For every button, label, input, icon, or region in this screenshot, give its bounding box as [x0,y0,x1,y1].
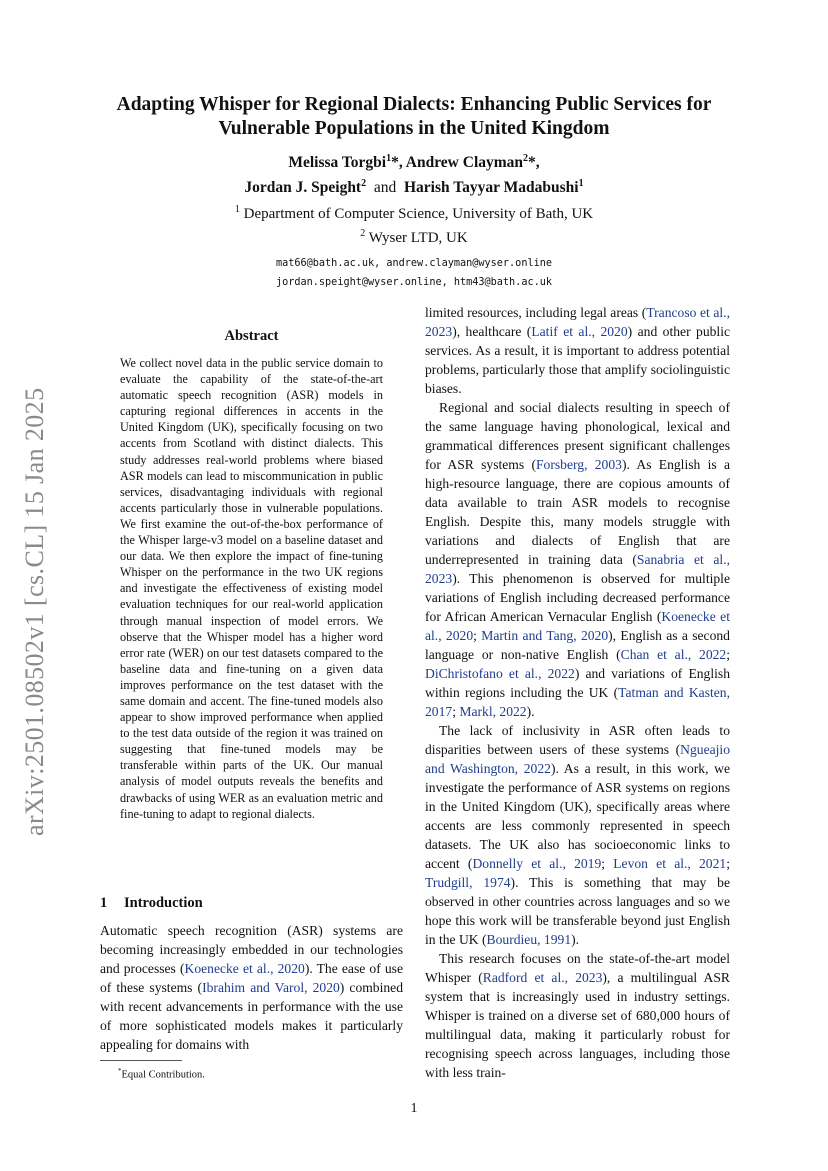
footnote [118,1064,205,1083]
citation-link[interactable]: Martin and Tang, 2020 [481,628,609,643]
introduction-paragraph: Automatic speech recognition (ASR) systems are becoming increasingly embedded in our technologies and processes (Koenecke et al., 2020). The ease of use of these systems (Ibrahim and Varol, 2020) combined with recent advancements in performance with the use of more sophisticated models makes it particularly appealing for domains with [100,923,404,1052]
body-paragraph: The lack of inclusivity in ASR often leads to disparities between users of these systems (Ngueajio and Washington, 2022). As a result, in this work, we investigate the performance of ASR systems on regions in the United Kingdom (UK), specifically areas where accents are less commonly represented in speech datasets. The UK also has socioeconomic links to accent (Donnelly et al., 2019; Levon et al., 2021; Trudgill, 1974). This is something that may be observed in other countries across languages and so we hope this work will be transferable beyond just English in the UK (Bourdieu, 1991). [425,723,731,947]
footnote-divider [100,1060,182,1061]
abstract-text: We collect novel data in the public service domain to evaluate the capability of the state-of-the-art automatic speech recognition (ASR) models in capturing regional differences in accents in the United Kingdom (UK), specifically focusing on two accents from Scotland with distinct dialects. This study addresses real-world problems where biased ASR models can lead to miscommunication in public services, disadvantaging individuals with regional accents particularly those in vulnerable populations. We first examine the out-of-the-box performance of the Whisper large-v3 model on a baseline dataset and our data. We then explore the impact of fine-tuning Whisper on the performance in the two UK regions and investigate the effectiveness of existing model evaluation techniques for our real-world application through manual inspection of model errors. We observe that the Whisper model has a higher word error rate (WER) on our test datasets compared to the baseline data and fine-tuning on a given data improves performance on the test dataset with the same domain and accent. The fine-tuned models also appear to show improved performance when applied to the test data outside of the region it was trained on suggesting that fine-tuned models may be transferable within parts of the UK. Our manual analysis of model outputs reveals the benefits and drawbacks of using WER as an evaluation metric and fine-tuning to adapt to regional dialects. [120,356,383,821]
citation-link[interactable]: Koenecke et al., 2020 [184,961,305,976]
citation-link[interactable]: Levon et al., 2021 [613,856,727,871]
body-paragraph: limited resources, including legal areas (Trancoso et al., 2023), healthcare (Latif et al., 2020) and other public services. As a result, it is important to address potential problems, particularly those that amplify sociolinguistic biases. [425,305,731,396]
author-suffix: *, [391,154,406,172]
citation-link[interactable]: Donnelly et al., 2019 [472,856,602,871]
body-paragraph: Regional and social dialects resulting in speech of the same language having phonological, lexical and grammatical differences present significant challenges for ASR systems (Forsberg, 2003). As English is a high-resource language, there are copious amounts of data available to train ASR models to recognise English. Despite this, many models struggle with variations and dialects of English that are underrepresented in training data (Sanabria et al., 2023). This phenomenon is observed for multiple variations of English including decreased performance for African American Vernacular English (Koenecke et al., 2020; Martin and Tang, 2020), English as a second language or non-native English (Chan et al., 2022; DiChristofano et al., 2022) and variations of English within regions including the UK (Tatman and Kasten, 2017; Markl, 2022). [425,400,731,719]
citation-link[interactable]: Forsberg, 2003 [535,457,622,472]
citation-link[interactable]: Latif et al., 2020 [531,324,628,339]
email-line[interactable]: jordan.speight@wyser.online, htm43@bath.ac.uk [275,277,552,288]
affiliation [90,200,738,224]
citation-link[interactable]: Markl, 2022 [459,704,527,719]
citation-link[interactable]: Bourdieu, 1991 [486,932,572,947]
right-column-text [425,303,730,1082]
author-name: Melissa Torgbi [288,154,387,172]
author-name: Harish Tayyar Madabushi [404,179,579,197]
citation-link[interactable]: Trancoso et al., 2023 [425,305,730,339]
author-name: Andrew Clayman [405,154,524,172]
citation-link[interactable]: Radford et al., 2023 [482,970,603,985]
citation-link[interactable]: Ibrahim and Varol, 2020 [202,980,340,995]
citation-link[interactable]: Trudgill, 1974 [425,875,511,890]
citation-link[interactable]: Sanabria et al., 2023 [425,552,730,586]
author-affiliation-mark: 2 [361,178,367,190]
footnote-mark: * [118,1067,122,1075]
author-affiliation-mark: 1 [386,153,392,164]
author-suffix: *, [528,154,540,172]
footnote-text: Equal Contribution. [121,1069,205,1081]
section-title: Introduction [124,895,203,911]
affiliation [90,224,738,248]
email-list [90,254,738,292]
affiliation-mark: 2 [360,228,366,239]
body-paragraph: This research focuses on the state-of-the-art model Whisper (Radford et al., 2023), a multilingual ASR system that is increasingly used in industry settings. Whisper is trained on a diverse set of 680,000 hours of multilingual data, making it particularly robust for recognising speech across languages, including those with less train- [425,951,730,1080]
affiliation-list [90,200,738,248]
citation-link[interactable]: Ngueajio and Washington, 2022 [425,742,730,776]
author-affiliation-mark: 2 [523,153,529,164]
affiliation-mark: 1 [234,204,240,215]
page-number: 1 [410,1101,418,1116]
affiliation-text: Department of Computer Science, University of Bath, UK [243,206,594,222]
citation-link[interactable]: Chan et al., 2022 [620,647,727,662]
arxiv-identifier: arXiv:2501.08502v1 [cs.CL] 15 Jan 2025 [20,387,49,837]
abstract-heading: Abstract [224,328,279,344]
author-conjunction: and [373,179,397,197]
author-affiliation-mark: 1 [578,178,584,190]
section-heading-introduction [100,895,203,912]
citation-link[interactable]: DiChristofano et al., 2022 [425,666,575,681]
citation-link[interactable]: Koenecke et al., 2020 [425,609,730,643]
paper-title: Adapting Whisper for Regional Dialects: Enhancing Public Services for Vulnerable Populations in the United Kingdom [116,94,712,139]
author-list [90,148,738,198]
email-line[interactable]: mat66@bath.ac.uk, andrew.clayman@wyser.online [275,258,552,269]
affiliation-text: Wyser LTD, UK [368,230,468,246]
section-number: 1 [100,895,108,911]
citation-link[interactable]: Tatman and Kasten, 2017 [425,685,731,719]
author-name: Jordan J. Speight [244,179,362,197]
